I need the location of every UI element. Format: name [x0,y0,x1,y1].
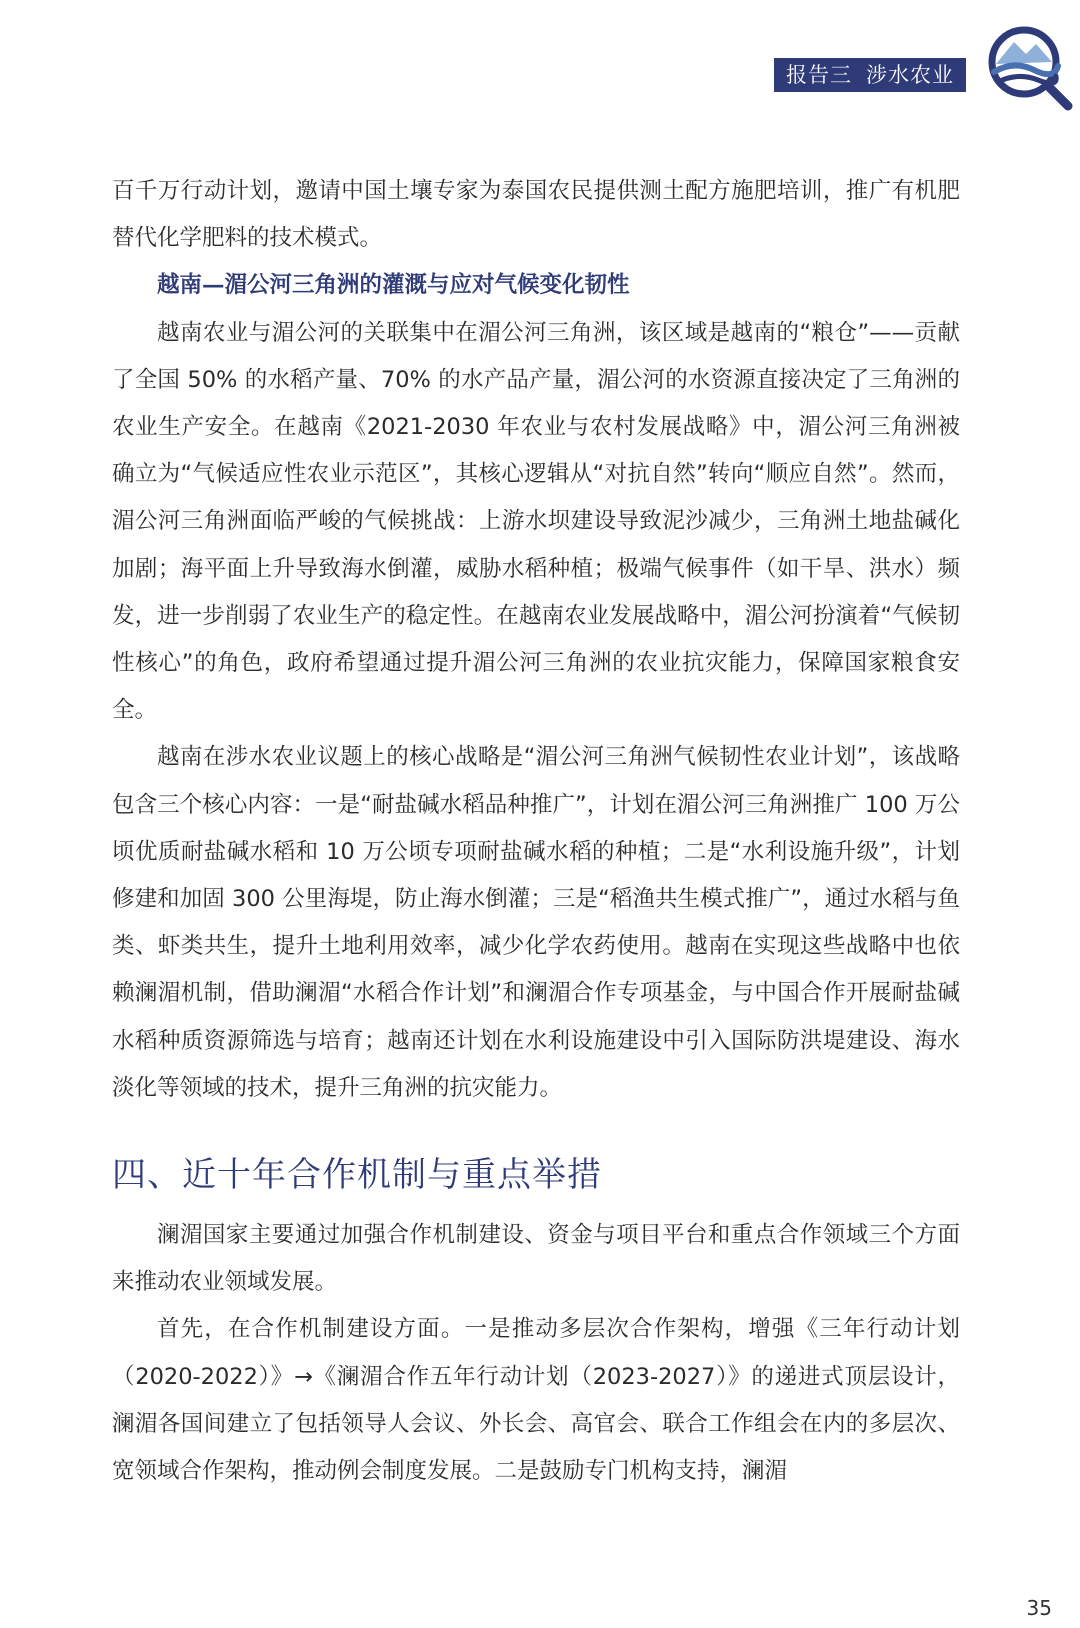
page-number: 35 [1026,1596,1052,1620]
mountain-water-magnifier-icon [984,22,1076,114]
vietnam-paragraph-2: 越南在涉水农业议题上的核心战略是“湄公河三角洲气候韧性农业计划”，该战略包含三个核心内容：一是“耐盐碱水稻品种推广”，计划在湄公河三角洲推广 100 万公顷优质耐盐碱水稻和 10 万公顷专项耐盐碱水稻的种植；二是“水利设施升级”，计划修建和加固 300 公里海堤，防止海水倒灌；三是“稻渔共生模式推广”，通过水稻与鱼类、虾类共生，提升土地利用效率，减少化学农药使用。越南在实现这些战略中也依赖澜湄机制，借助澜湄“水稻合作计划”和澜湄合作专项基金，与中国合作开展耐盐碱水稻种质资源筛选与培育；越南还计划在水利设施建设中引入国际防洪堤建设、海水淡化等领域的技术，提升三角洲的抗灾能力。 [112,744,960,1101]
section-paragraph-2: 首先，在合作机制建设方面。一是推动多层次合作架构，增强《三年行动计划（2020-2022）》→《澜湄合作五年行动计划（2023-2027）》的递进式顶层设计，澜湄各国间建立了包括领导人会议、外长会、高官会、联合工作组会在内的多层次、宽领域合作架构，推动例会制度发展。二是鼓励专门机构支持，澜湄 [112,1316,960,1485]
topic-label: 涉水农业 [866,63,954,87]
report-section-tag [774,58,966,92]
section-paragraph-1: 澜湄国家主要通过加强合作机制建设、资金与项目平台和重点合作领域三个方面来推动农业领域发展。 [112,1222,960,1296]
vietnam-subheading: 越南—湄公河三角洲的灌溉与应对气候变化韧性 [157,272,630,299]
intro-paragraph: 百千万行动计划，邀请中国土壤专家为泰国农民提供测土配方施肥培训，推广有机肥替代化学肥料的技术模式。 [112,178,960,252]
vietnam-paragraph-1: 越南农业与湄公河的关联集中在湄公河三角洲，该区域是越南的“粮仓”——贡献了全国 50% 的水稻产量、70% 的水产品产量，湄公河的水资源直接决定了三角洲的农业生产安全。在越南《2021-2030 年农业与农村发展战略》中，湄公河三角洲被确立为“气候适应性农业示范区”，其核心逻辑从“对抗自然”转向“顺应自然”。然而，湄公河三角洲面临严峻的气候挑战：上游水坝建设导致泥沙减少，三角洲土地盐碱化加剧；海平面上升导致海水倒灌，威胁水稻种植；极端气候事件（如干旱、洪水）频发，进一步削弱了农业生产的稳定性。在越南农业发展战略中，湄公河扮演着“气候韧性核心”的角色，政府希望通过提升湄公河三角洲的农业抗灾能力，保障国家粮食安全。 [112,319,960,724]
report-label: 报告三 [786,63,852,87]
page-content [112,168,960,1495]
section-heading: 四、近十年合作机制与重点举措 [112,1155,602,1196]
